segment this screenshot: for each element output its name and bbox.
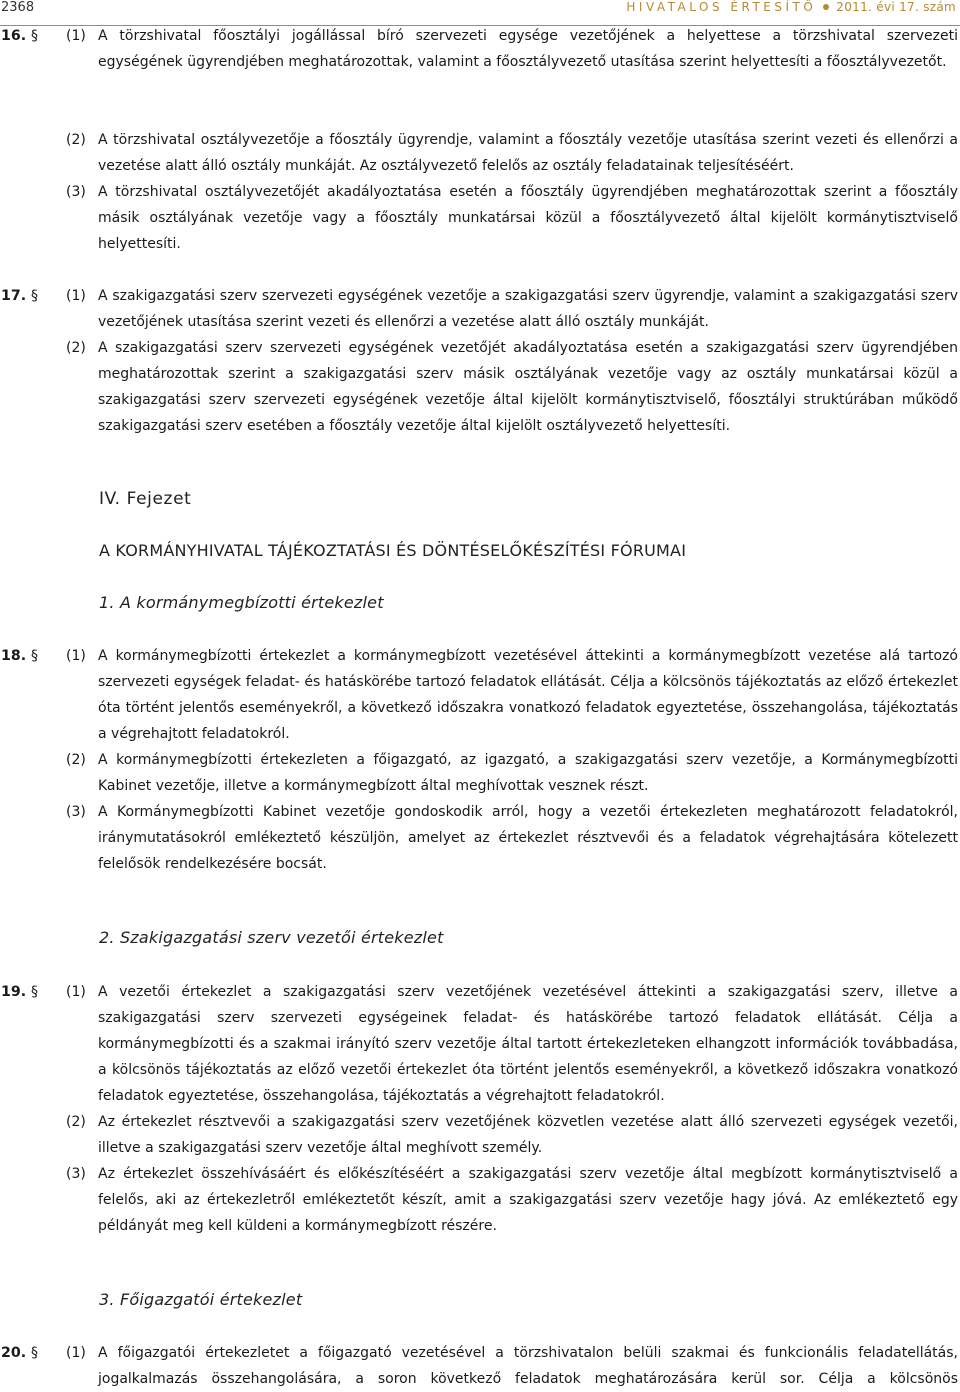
paragraph-text: A Kormánymegbízotti Kabinet vezetője gondoskodik arról, hogy a vezetői értekezleten meghatározott feladatokról, iránymutatásokról emlékeztető készüljön, amelyet az értekezlet résztvevői és a feladatok végrehajtására kötelezett felelősök rendelkezésére bocsát. — [98, 804, 958, 872]
issue-label: 2011. évi 17. szám — [836, 0, 956, 14]
section-sign: § — [31, 648, 38, 664]
subtitle: 3. Főigazgatói értekezlet — [99, 1290, 303, 1309]
section-number: 18. — [1, 648, 27, 664]
chapter-number: IV. Fejezet — [99, 489, 192, 509]
section-number: 20. — [1, 1345, 27, 1361]
paragraph-number: (3) — [66, 184, 86, 200]
running-header — [0, 0, 960, 24]
paragraph-text: A szakigazgatási szerv szervezeti egységének vezetője a szakigazgatási szerv ügyrendje, valamint a szakigazgatási szerv vezetőjének utasítása szerint vezeti és ellenőrzi a vezetése alatt álló osztály munkáját. — [98, 288, 958, 330]
paragraph-number: (1) — [66, 648, 86, 664]
paragraph-number: (1) — [66, 288, 86, 304]
page-number: 2368 — [1, 0, 35, 15]
paragraph-number: (3) — [66, 804, 86, 820]
subtitle: 1. A kormánymegbízotti értekezlet — [99, 593, 384, 612]
paragraph-text: Az értekezlet összehívásáért és előkészítéséért a szakigazgatási szerv vezetője által megbízott kormánytisztviselő a felelős, aki az értekezletről emlékeztetőt készít, amit a szakigazgatási szerv vezetője hagy jóvá. Az emlékeztető egy példányát meg kell küldeni a kormánymegbízott részére. — [98, 1166, 958, 1234]
paragraph-number: (2) — [66, 132, 86, 148]
paragraph-text: A főigazgatói értekezletet a főigazgató vezetésével a törzshivatalon belüli szakmai és funkcionális feladatellátás, jogalkalmazás összehangolására, a soron következő feladatok meghatározására kerül sor. Célja a kölcsönös — [98, 1345, 958, 1387]
paragraph-number: (3) — [66, 1166, 86, 1182]
paragraph-number: (2) — [66, 1114, 86, 1130]
section-number: 19. — [1, 984, 27, 1000]
paragraph-number: (1) — [66, 28, 86, 44]
paragraph-text: A törzshivatal főosztályi jogállással bíró szervezeti egysége vezetőjének a helyettese a törzshivatal szervezeti egységének ügyrendjében meghatározottak, valamint a főosztályvezető utasítása szerint helyettesíti a főosztályvezetőt. — [98, 28, 958, 70]
section-sign: § — [31, 288, 38, 304]
paragraph-text: A törzshivatal osztályvezetője a főosztály ügyrendje, valamint a főosztály vezetője utasítása szerint vezeti és ellenőrzi a vezetése alatt álló osztály munkáját. Az osztályvezető felelős az osztály feladatainak teljesítéséért. — [98, 132, 958, 174]
section-number: 16. — [1, 28, 27, 44]
section-sign: § — [31, 1345, 38, 1361]
section-sign: § — [31, 984, 38, 1000]
paragraph-text: A kormánymegbízotti értekezlet a kormánymegbízott vezetésével áttekinti a kormánymegbízott vezetése alá tartozó szervezeti egységek feladat- és hatáskörébe tartozó feladatok ellátását. Célja a kölcsönös tájékoztatás az előző értekezlet óta történt jelentős eseményekről, a következő időszakra vonatkozó feladatok egyeztetése, összehangolása, tájékoztatás a végrehajtott feladatokról. — [98, 648, 958, 742]
chapter-title: A KORMÁNYHIVATAL TÁJÉKOZTATÁSI ÉS DÖNTÉSELŐKÉSZÍTÉSI FÓRUMAI — [99, 541, 687, 560]
paragraph-text: A kormánymegbízotti értekezleten a főigazgató, az igazgató, a szakigazgatási szerv vezetője, a Kormánymegbízotti Kabinet vezetője, illetve a kormánymegbízott által meghívottak vesznek részt. — [98, 752, 958, 794]
paragraph-text: A szakigazgatási szerv szervezeti egységének vezetőjét akadályoztatása esetén a szakigazgatási szerv ügyrendjében meghatározottak szerint a szakigazgatási szerv másik osztályának vezetője vagy az osztály munkatársai közül a szakigazgatási szerv szervezeti egységének vezetője által kijelölt kormánytisztviselő, főosztályi struktúrában működő szakigazgatási szerv esetében a főosztály vezetője által kijelölt osztályvezető helyettesíti. — [98, 340, 958, 434]
paragraph-number: (1) — [66, 1345, 86, 1361]
paragraph-number: (2) — [66, 752, 86, 768]
section-number: 17. — [1, 288, 27, 304]
paragraph-text: Az értekezlet résztvevői a szakigazgatási szerv vezetőjének közvetlen vezetése alatt álló szervezeti egységek vezetői, illetve a szakigazgatási szerv vezetője által meghívott személy. — [98, 1114, 958, 1156]
paragraph-text: A törzshivatal osztályvezetőjét akadályoztatása esetén a főosztály ügyrendjében meghatározottak szerint a főosztály másik osztályának vezetője vagy a főosztály munkatársai közül a főosztályvezető által kijelölt kormánytisztviselő helyettesíti. — [98, 184, 958, 252]
journal-header — [626, 0, 956, 14]
bullet-icon — [823, 4, 829, 10]
section-sign: § — [31, 28, 38, 44]
paragraph-text: A vezetői értekezlet a szakigazgatási szerv vezetőjének vezetésével áttekinti a szakigazgatási szerv, illetve a szakigazgatási szerv szervezeti egységeinek feladat- és hatáskörébe tartozó feladatok ellátását. Célja a kormánymegbízotti és a szakmai irányító szerv vezetője által tartott értekezleteken elhangzott információk továbbadása, a kölcsönös tájékoztatás az előző vezetői értekezlet óta történt jelentős eseményekről, a következő időszakra vonatkozó feladatok egyeztetése, összehangolása, tájékoztatás a végrehajtott feladatokról. — [98, 984, 958, 1104]
subtitle: 2. Szakigazgatási szerv vezetői értekezlet — [99, 928, 444, 947]
paragraph-number: (1) — [66, 984, 86, 1000]
journal-title: HIVATALOS ÉRTESÍTŐ — [626, 0, 817, 14]
paragraph-number: (2) — [66, 340, 86, 356]
